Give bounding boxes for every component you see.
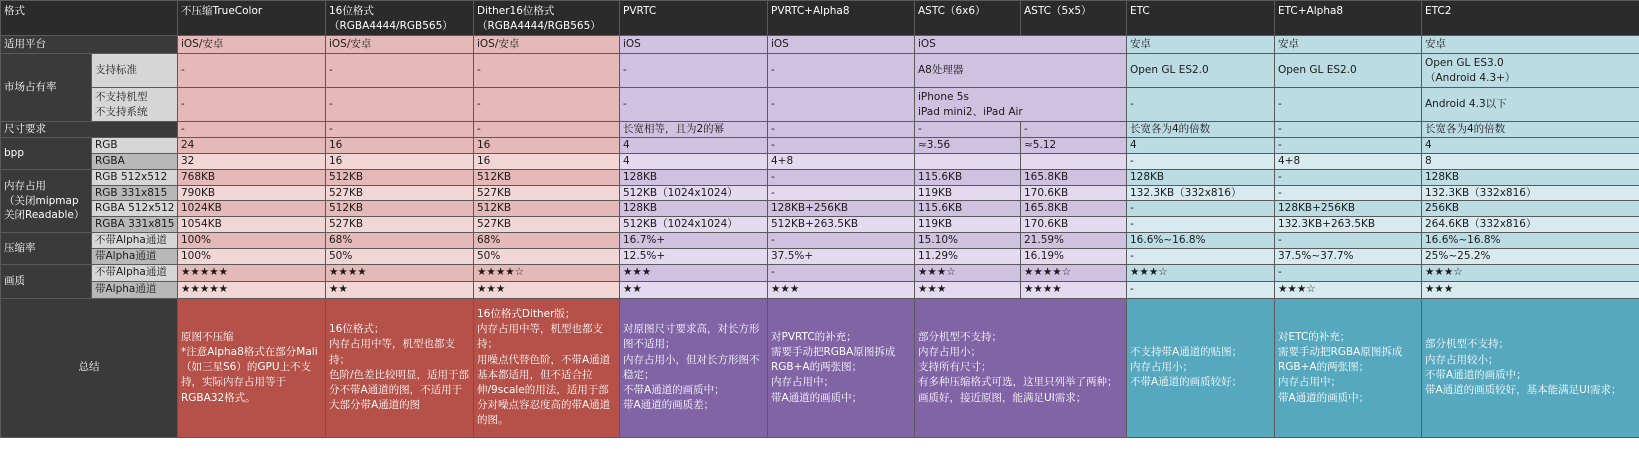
header-astc-6x6: ASTC（6x6） xyxy=(915,1,1021,36)
cell: 4 xyxy=(1127,138,1275,154)
header-format-label: 格式 xyxy=(1,1,178,36)
star-rating: ★★ xyxy=(326,281,474,298)
cell: - xyxy=(326,54,474,88)
cell: 1024KB xyxy=(178,201,326,217)
header-astc-5x5: ASTC（5x5） xyxy=(1021,1,1127,36)
cell: - xyxy=(620,54,768,88)
memory-row-label: RGB 331x815 xyxy=(92,185,178,201)
cell: 132.3KB（332x816） xyxy=(1127,185,1275,201)
cell: 安卓 xyxy=(1275,36,1422,54)
cell: 15.10% xyxy=(915,232,1021,248)
size-requirement-label: 尺寸要求 xyxy=(1,122,178,138)
cell: 4 xyxy=(620,138,768,154)
memory-row-label: RGBA 331x815 xyxy=(92,217,178,233)
header-pvrtc: PVRTC xyxy=(620,1,768,36)
header-16bit: 16位格式 （RGBA4444/RGB565） xyxy=(326,1,474,36)
cell: 100% xyxy=(178,248,326,264)
memory-row xyxy=(1,170,1639,186)
cell: 115.6KB xyxy=(915,201,1021,217)
cell: 512KB xyxy=(326,201,474,217)
cell: - xyxy=(1275,88,1422,122)
cell: 115.6KB xyxy=(915,170,1021,186)
summary-astc: 部分机型不支持； 内存占用小； 支持所有尺寸； 有多种压缩格式可选，这里只列举了两种； 画质好，接近原图，能满足UI需求； xyxy=(915,298,1127,437)
memory-label: 内存占用 （关闭mipmap 关闭Readable） xyxy=(1,170,92,233)
cell: 512KB xyxy=(326,170,474,186)
header-etc2: ETC2 xyxy=(1422,1,1639,36)
cell: 长宽相等，且为2的幂 xyxy=(620,122,768,138)
cell: 790KB xyxy=(178,185,326,201)
cell: 16 xyxy=(474,138,620,154)
cell: 512KB（1024x1024） xyxy=(620,185,768,201)
cell: - xyxy=(768,185,915,201)
cell: Open GL ES3.0 （Android 4.3+） xyxy=(1422,54,1639,88)
cell: - xyxy=(915,122,1021,138)
cell: 4 xyxy=(1422,138,1639,154)
cell: iOS xyxy=(620,36,768,54)
cell: ≈5.12 xyxy=(1021,138,1127,154)
cell: - xyxy=(474,54,620,88)
star-rating: ★★ xyxy=(620,281,768,298)
cell: 128KB+256KB xyxy=(768,201,915,217)
summary-pvrtc-alpha8: 对PVRTC的补充； 需要手动把RGBA原图拆成RGB+A的两张图； 内存占用中； 带A通道的画质中； xyxy=(768,298,915,437)
cell: - xyxy=(1275,232,1422,248)
cell: - xyxy=(474,122,620,138)
cell xyxy=(915,154,1021,170)
cell: - xyxy=(178,122,326,138)
market-label: 市场占有率 xyxy=(1,54,92,122)
cell: 16.7%+ xyxy=(620,232,768,248)
star-rating: ★★★★★ xyxy=(178,264,326,281)
cell: - xyxy=(1021,122,1127,138)
cell: 256KB xyxy=(1422,201,1639,217)
star-rating: ★★★ xyxy=(1422,281,1639,298)
cell: - xyxy=(1275,170,1422,186)
cell: - xyxy=(620,88,768,122)
platform-row xyxy=(1,36,1639,54)
unsupported-label: 不支持机型 不支持系统 xyxy=(92,88,178,122)
star-rating: - xyxy=(1127,281,1275,298)
header-etc-alpha8: ETC+Alpha8 xyxy=(1275,1,1422,36)
cell: - xyxy=(1275,138,1422,154)
cell: 50% xyxy=(326,248,474,264)
cell: - xyxy=(1127,248,1275,264)
bpp-rgba-label: RGBA xyxy=(92,154,178,170)
cell: 21.59% xyxy=(1021,232,1127,248)
compression-alpha-label: 带Alpha通道 xyxy=(92,248,178,264)
cell: - xyxy=(768,170,915,186)
cell: - xyxy=(1127,201,1275,217)
cell: 68% xyxy=(326,232,474,248)
cell: - xyxy=(1127,154,1275,170)
summary-etc2: 部分机型不支持； 内存占用较小； 不带A通道的画质中； 带A通道的画质较好，基本能满足UI需求； xyxy=(1422,298,1639,437)
star-rating: - xyxy=(1275,264,1422,281)
quality-label: 画质 xyxy=(1,264,92,298)
quality-no-alpha-label: 不带Alpha通道 xyxy=(92,264,178,281)
cell: iOS/安卓 xyxy=(178,36,326,54)
star-rating: ★★★ xyxy=(768,281,915,298)
cell: 165.8KB xyxy=(1021,201,1127,217)
cell: Android 4.3以下 xyxy=(1422,88,1639,122)
cell: Open GL ES2.0 xyxy=(1127,54,1275,88)
cell: 32 xyxy=(178,154,326,170)
memory-row xyxy=(1,217,1639,233)
cell: - xyxy=(1127,88,1275,122)
cell: 527KB xyxy=(326,217,474,233)
cell: 119KB xyxy=(915,217,1021,233)
cell: 50% xyxy=(474,248,620,264)
summary-truecolor: 原图不压缩 *注意Alpha8格式在部分Mali（如三星S6）的GPU上不支持，实际内存占用等于RGBA32格式。 xyxy=(178,298,326,437)
cell: 128KB xyxy=(620,201,768,217)
memory-row-label: RGBA 512x512 xyxy=(92,201,178,217)
cell: 12.5%+ xyxy=(620,248,768,264)
star-rating: ★★★☆ xyxy=(1422,264,1639,281)
cell: Open GL ES2.0 xyxy=(1275,54,1422,88)
cell: 25%~25.2% xyxy=(1422,248,1639,264)
cell: 128KB+256KB xyxy=(1275,201,1422,217)
header-truecolor: 不压缩TrueColor xyxy=(178,1,326,36)
cell: - xyxy=(768,122,915,138)
cell: 16.19% xyxy=(1021,248,1127,264)
bpp-rgb-label: RGB xyxy=(92,138,178,154)
market-unsupported-row xyxy=(1,88,1639,122)
star-rating: ★★★ xyxy=(915,281,1021,298)
cell: 4 xyxy=(620,154,768,170)
cell: 170.6KB xyxy=(1021,217,1127,233)
cell: 768KB xyxy=(178,170,326,186)
cell: - xyxy=(1127,217,1275,233)
summary-dither16bit: 16位格式Dither版； 内存占用中等，机型也都支持； 用噪点代替色阶，不带A通道基本都适用，但不适合拉伸/9scale的用法，适用于部分对噪点容忍度高的带A通道的图。 xyxy=(474,298,620,437)
summary-row xyxy=(1,298,1639,437)
cell: iOS xyxy=(768,36,915,54)
star-rating: ★★★☆ xyxy=(915,264,1021,281)
cell: iOS xyxy=(915,36,1127,54)
star-rating: ★★★★ xyxy=(1021,281,1127,298)
cell: - xyxy=(768,88,915,122)
cell: 安卓 xyxy=(1127,36,1275,54)
cell: - xyxy=(178,88,326,122)
cell: 128KB xyxy=(1422,170,1639,186)
cell: - xyxy=(178,54,326,88)
memory-row xyxy=(1,185,1639,201)
quality-alpha-row xyxy=(1,281,1639,298)
star-rating: ★★★ xyxy=(474,281,620,298)
header-pvrtc-alpha8: PVRTC+Alpha8 xyxy=(768,1,915,36)
cell: - xyxy=(768,232,915,248)
cell: 512KB xyxy=(474,170,620,186)
cell: 16 xyxy=(326,138,474,154)
star-rating: ★★★☆ xyxy=(1275,281,1422,298)
cell: 68% xyxy=(474,232,620,248)
summary-pvrtc: 对原图尺寸要求高，对长方形图不适用； 内存占用小，但对长方形图不稳定； 不带A通道的画质中； 带A通道的画质差； xyxy=(620,298,768,437)
cell: 264.6KB（332x816） xyxy=(1422,217,1639,233)
cell: 527KB xyxy=(326,185,474,201)
cell: - xyxy=(1275,122,1422,138)
cell: 512KB xyxy=(474,201,620,217)
cell: - xyxy=(326,88,474,122)
cell: 16 xyxy=(474,154,620,170)
star-rating: - xyxy=(768,264,915,281)
cell xyxy=(1021,154,1127,170)
cell: 安卓 xyxy=(1422,36,1639,54)
compression-no-alpha-row xyxy=(1,232,1639,248)
summary-16bit: 16位格式； 内存占用中等，机型也都支持； 色阶/色差比较明显，适用于部分不带A通道的图，不适用于大部分带A通道的图 xyxy=(326,298,474,437)
cell: 132.3KB+263.5KB xyxy=(1275,217,1422,233)
cell: 527KB xyxy=(474,185,620,201)
memory-row-label: RGB 512x512 xyxy=(92,170,178,186)
quality-alpha-label: 带Alpha通道 xyxy=(92,281,178,298)
cell: 100% xyxy=(178,232,326,248)
size-requirement-row xyxy=(1,122,1639,138)
cell: 4+8 xyxy=(768,154,915,170)
cell: ≈3.56 xyxy=(915,138,1021,154)
cell: 37.5%~37.7% xyxy=(1275,248,1422,264)
cell: 170.6KB xyxy=(1021,185,1127,201)
bpp-label: bpp xyxy=(1,138,92,170)
cell: A8处理器 xyxy=(915,54,1127,88)
cell: 4+8 xyxy=(1275,154,1422,170)
bpp-rgb-row xyxy=(1,138,1639,154)
cell: iOS/安卓 xyxy=(326,36,474,54)
cell: 512KB（1024x1024） xyxy=(620,217,768,233)
cell: 16.6%~16.8% xyxy=(1422,232,1639,248)
cell: iPhone 5s iPad mini2、iPad Air xyxy=(915,88,1127,122)
compression-label: 压缩率 xyxy=(1,232,92,264)
cell: iOS/安卓 xyxy=(474,36,620,54)
market-support-row xyxy=(1,54,1639,88)
cell: 527KB xyxy=(474,217,620,233)
cell: - xyxy=(768,138,915,154)
cell: 165.8KB xyxy=(1021,170,1127,186)
header-dither16bit: Dither16位格式 （RGBA4444/RGB565） xyxy=(474,1,620,36)
star-rating: ★★★★☆ xyxy=(474,264,620,281)
summary-etc-alpha8: 对ETC的补充； 需要手动把RGBA原图拆成RGB+A的两张图； 内存占用中； 带A通道的画质中； xyxy=(1275,298,1422,437)
header-row xyxy=(1,1,1639,36)
star-rating: ★★★ xyxy=(620,264,768,281)
cell: 128KB xyxy=(1127,170,1275,186)
summary-label: 总结 xyxy=(1,298,178,437)
cell: - xyxy=(326,122,474,138)
cell: 16 xyxy=(326,154,474,170)
star-rating: ★★★★☆ xyxy=(1021,264,1127,281)
bpp-rgba-row xyxy=(1,154,1639,170)
platform-label: 适用平台 xyxy=(1,36,178,54)
cell: 长宽各为4的倍数 xyxy=(1127,122,1275,138)
cell: 8 xyxy=(1422,154,1639,170)
memory-row xyxy=(1,201,1639,217)
star-rating: ★★★★ xyxy=(326,264,474,281)
cell: 11.29% xyxy=(915,248,1021,264)
star-rating: ★★★☆ xyxy=(1127,264,1275,281)
quality-no-alpha-row xyxy=(1,264,1639,281)
cell: 16.6%~16.8% xyxy=(1127,232,1275,248)
cell: 1054KB xyxy=(178,217,326,233)
cell: 长宽各为4的倍数 xyxy=(1422,122,1639,138)
cell: 37.5%+ xyxy=(768,248,915,264)
cell: - xyxy=(1275,185,1422,201)
cell: 119KB xyxy=(915,185,1021,201)
star-rating: ★★★★★ xyxy=(178,281,326,298)
support-standard-label: 支持标准 xyxy=(92,54,178,88)
compression-alpha-row xyxy=(1,248,1639,264)
cell: 24 xyxy=(178,138,326,154)
header-etc: ETC xyxy=(1127,1,1275,36)
cell: 512KB+263.5KB xyxy=(768,217,915,233)
cell: - xyxy=(768,54,915,88)
cell: 128KB xyxy=(620,170,768,186)
cell: - xyxy=(474,88,620,122)
cell: 132.3KB（332x816） xyxy=(1422,185,1639,201)
compression-no-alpha-label: 不带Alpha通道 xyxy=(92,232,178,248)
summary-etc: 不支持带A通道的贴图； 内存占用小； 不带A通道的画质较好； xyxy=(1127,298,1275,437)
